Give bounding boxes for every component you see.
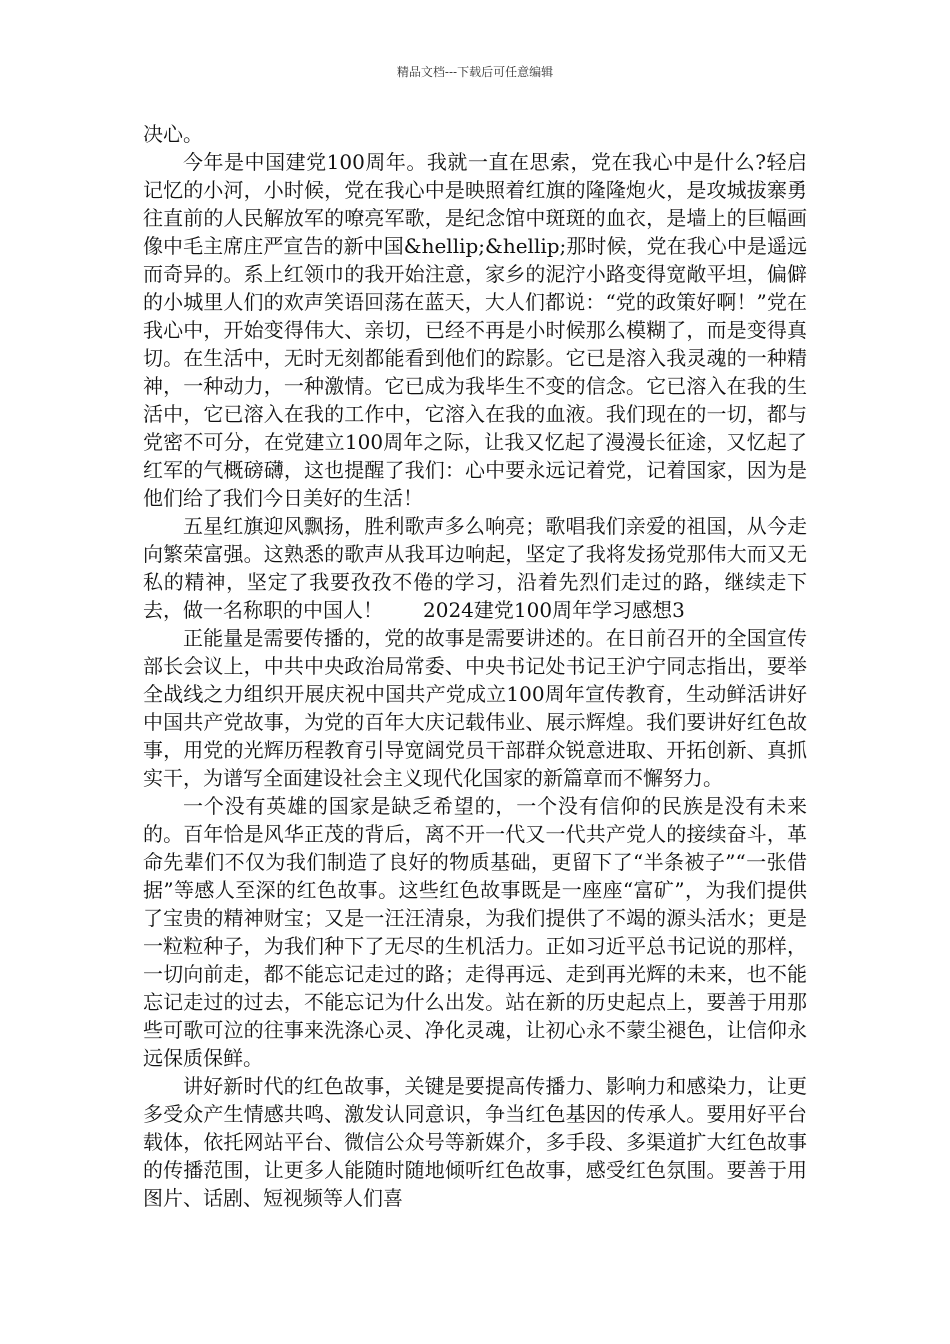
paragraph: 讲好新时代的红色故事，关键是要提高传播力、影响力和感染力，让更多受众产生情感共鸣、激发认同意识，争当红色基因的传承人。要用好平台载体，依托网站平台、微信公众号等新媒介，多手段、多渠道扩大红色故事的传播范围，让更多人能随时随地倾听红色故事，感受红色氛围。要善于用图片、话剧、短视频等人们喜 xyxy=(143,1074,807,1210)
paragraph: 今年是中国建党100周年。我就一直在思索，党在我心中是什么?轻启记忆的小河，小时候，党在我心中是映照着红旗的隆隆炮火，是攻城拔寨勇往直前的人民解放军的嘹亮军歌，是纪念馆中斑斑的血衣，是墙上的巨幅画像中毛主席庄严宣告的新中国&hellip;&hellip;那时候，党在我心中是遥远而奇异的。系上红领巾的我开始注意，家乡的泥泞小路变得宽敞平坦，偏僻的小城里人们的欢声笑语回荡在蓝天，大人们都说：“党的政策好啊！”党在我心中，开始变得伟大、亲切，已经不再是小时候那么模糊了，而是变得真切。在生活中，无时无刻都能看到他们的踪影。它已是溶入我灵魂的一种精神，一种动力，一种激情。它已成为我毕生不变的信念。它已溶入在我的生活中，它已溶入在我的工作中，它溶入在我的血液。我们现在的一切，都与党密不可分，在党建立100周年之际，让我又忆起了漫漫长征途，又忆起了红军的气概磅礴，这也提醒了我们：心中要永远记着党，记着国家，因为是他们给了我们今日美好的生活！ xyxy=(143,150,807,510)
document-body xyxy=(143,120,807,1212)
paragraph: 五星红旗迎风飘扬，胜利歌声多么响亮；歌唱我们亲爱的祖国，从今走向繁荣富强。这熟悉的歌声从我耳边响起，坚定了我将发扬党那伟大而又无私的精神，坚定了我要孜孜不倦的学习，沿着先烈们走过的路，继续走下去，做一名称职的中国人！ 2024建党100周年学习感想3 xyxy=(143,514,807,622)
page-header: 精品文档---下载后可任意编辑 xyxy=(396,65,554,79)
paragraph: 正能量是需要传播的，党的故事是需要讲述的。在日前召开的全国宣传部长会议上，中共中央政治局常委、中央书记处书记王沪宁同志指出，要举全战线之力组织开展庆祝中国共产党成立100周年宣传教育，生动鲜活讲好中国共产党故事，为党的百年大庆记载伟业、展示辉煌。我们要讲好红色故事，用党的光辉历程教育引导宽阔党员干部群众锐意进取、开拓创新、真抓实干，为谱写全面建设社会主义现代化国家的新篇章而不懈努力。 xyxy=(143,626,807,790)
paragraph-continuation: 决心。 xyxy=(143,122,203,146)
paragraph: 一个没有英雄的国家是缺乏希望的，一个没有信仰的民族是没有未来的。百年恰是风华正茂的背后，离不开一代又一代共产党人的接续奋斗，革命先辈们不仅为我们制造了良好的物质基础，更留下了“半条被子”“一张借据”等感人至深的红色故事。这些红色故事既是一座座“富矿”，为我们提供了宝贵的精神财宝；又是一汪汪清泉，为我们提供了不竭的源头活水；更是一粒粒种子，为我们种下了无尽的生机活力。正如习近平总书记说的那样，一切向前走，都不能忘记走过的路；走得再远、走到再光辉的未来，也不能忘记走过的过去，不能忘记为什么出发。站在新的历史起点上，要善于用那些可歌可泣的往事来洗涤心灵、净化灵魂，让初心永不蒙尘褪色，让信仰永远保质保鲜。 xyxy=(143,794,807,1070)
